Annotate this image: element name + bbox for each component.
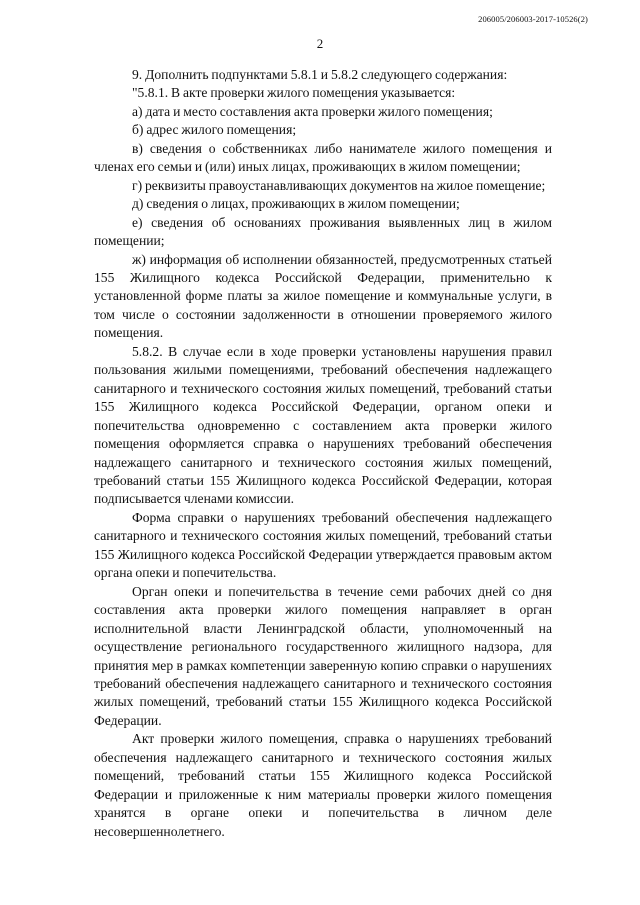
paragraph-5-8-2: 5.8.2. В случае если в ходе проверки установлены нарушения правил пользования жилыми помещениями, требований обеспечения надлежащего санитарного и технического состояния жилых помещений, требований статьи 155 Жилищного кодекса Российской Федерации, органом опеки и попечительства одновременно с составлением акта проверки жилого помещения оформляется справка о нарушениях требований обеспечения надлежащего санитарного и технического состояния жилых помещений, требований статьи 155 Жилищного кодекса Российской Федерации, которая подписывается членами комиссии. bbox=[94, 343, 552, 507]
paragraph-guardianship-body: Орган опеки и попечительства в течение семи рабочих дней со дня составления акта проверки жилого помещения направляет в орган исполнительной власти Ленинградской области, уполномоченный на осуществление регионального государственного жилищного надзора, для принятия мер в рамках компетенции заверенную копию справки о нарушениях требований обеспечения надлежащего санитарного и технического состояния жилых помещений, требований статьи 155 Жилищного кодекса Российской Федерации. bbox=[94, 583, 552, 728]
page-number: 2 bbox=[316, 36, 324, 51]
list-item-d: д) сведения о лицах, проживающих в жилом помещении; bbox=[132, 196, 460, 212]
list-item-a: а) дата и место составления акта проверки жилого помещения; bbox=[132, 103, 493, 119]
paragraph-item-9: 9. Дополнить подпунктами 5.8.1 и 5.8.2 следующего содержания: bbox=[132, 67, 508, 82]
document-id: 206005/206003-2017-10526(2) bbox=[478, 14, 588, 24]
list-item-b: б) адрес жилого помещения; bbox=[132, 122, 297, 138]
document-body bbox=[94, 66, 552, 841]
list-item-e: е) сведения об основаниях проживания выявленных лиц в жилом помещении; bbox=[94, 214, 552, 249]
paragraph-storage: Акт проверки жилого помещения, справка о нарушениях требований обеспечения надлежащего санитарного и технического состояния жилых помещений, требований статьи 155 Жилищного кодекса Российской Федерации и приложенные к ним материалы проверки жилого помещения хранятся в органе опеки и попечительства в личном деле несовершеннолетнего. bbox=[94, 731, 552, 839]
paragraph-5-8-1: "5.8.1. В акте проверки жилого помещения указывается: bbox=[132, 85, 456, 101]
list-item-v: в) сведения о собственниках либо нанимателе жилого помещения и членах его семьи и (или) иных лицах, проживающих в жилом помещении; bbox=[94, 140, 552, 175]
list-item-zh: ж) информация об исполнении обязанностей, предусмотренных статьей 155 Жилищного кодекса Российской Федерации, применительно к установленной форме платы за жилое помещение и коммунальные услуги, в том числе о состоянии задолженности в отношении проверяемого жилого помещения. bbox=[94, 251, 552, 341]
paragraph-form: Форма справки о нарушениях требований обеспечения надлежащего санитарного и технического состояния жилых помещений, требований статьи 155 Жилищного кодекса Российской Федерации утверждается правовым актом органа опеки и попечительства. bbox=[94, 509, 552, 581]
list-item-g: г) реквизиты правоустанавливающих документов на жилое помещение; bbox=[132, 177, 546, 193]
